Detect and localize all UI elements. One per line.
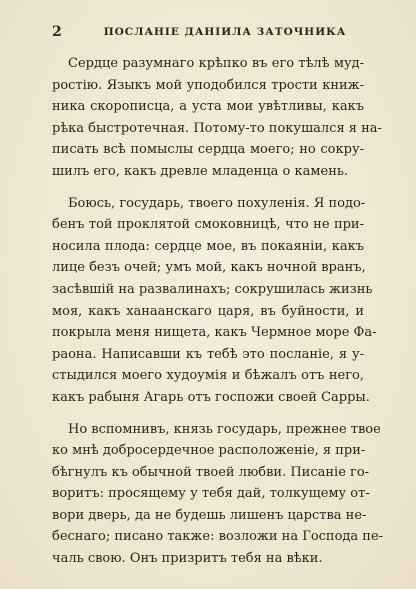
paragraph-2 [52, 193, 377, 409]
text-line: засѣвшій на развалинахъ; сокрушилась жизнь [52, 281, 373, 297]
text-line: раона. Написавши къ тебѣ это посланіе, я у- [52, 346, 364, 362]
text-line: ростію. Языкъ мой уподобился трости книж- [52, 77, 364, 93]
text-line: воритъ: просящему у тебя дай, толкущему от- [52, 486, 370, 502]
text-line: вори дверь, да не будешь лишенъ царства не- [52, 507, 367, 523]
page-number: 2 [52, 24, 62, 40]
body-text [52, 53, 384, 580]
page-header [52, 24, 360, 46]
text-line: моя, какъ ханаанскаго царя, въ буйности, и [52, 303, 364, 319]
text-line: рѣка быстротечная. Потому-то покушался я на- [52, 120, 382, 136]
text-line: ко мнѣ добросердечное расположеніе, я при- [52, 443, 366, 459]
text-line: писать всѣ помыслы сердца моего; но сокру- [52, 142, 364, 158]
text-line: носила плода: сердце мое, въ покаяніи, какъ [52, 238, 364, 254]
text-line: стыдился моего худоумія и бѣжалъ отъ него, [52, 368, 364, 384]
paragraph-1 [52, 53, 382, 183]
text-line: ника скорописца, а уста мои увѣтливы, какъ [52, 99, 364, 115]
text-line: какъ рабыня Агарь отъ госпожи своей Сарры. [52, 389, 370, 405]
running-title: ПОСЛАНІЕ ДАНІИЛА ЗАТОЧНИКА [103, 26, 347, 38]
text-line: бенъ той проклятой смоковницѣ, что не при- [52, 217, 364, 233]
text-line: чаль свою. Онъ призритъ тебя на вѣки. [52, 551, 323, 567]
text-line: Но вспомнивъ, князь государь, прежнее твое [68, 421, 381, 437]
paragraph-3 [52, 419, 384, 570]
text-line: Боюсь, государь, твоего похуленія. Я подо- [68, 195, 366, 211]
text-line: Сердце разумнаго крѣпко въ его тѣлѣ муд- [68, 56, 364, 71]
text-line: покрыла меня нищета, какъ Чермное море Фа- [52, 325, 377, 341]
text-line: бѣгнулъ къ обычной твоей любви. Писаніе го- [52, 464, 370, 480]
text-line: шилъ его, какъ древле младенца о камень. [52, 163, 349, 179]
text-line: беснаго; писано также: возложи на Господа пе- [52, 529, 384, 545]
text-line: лице безъ очей; умъ мой, какъ ночной вранъ, [52, 260, 366, 276]
